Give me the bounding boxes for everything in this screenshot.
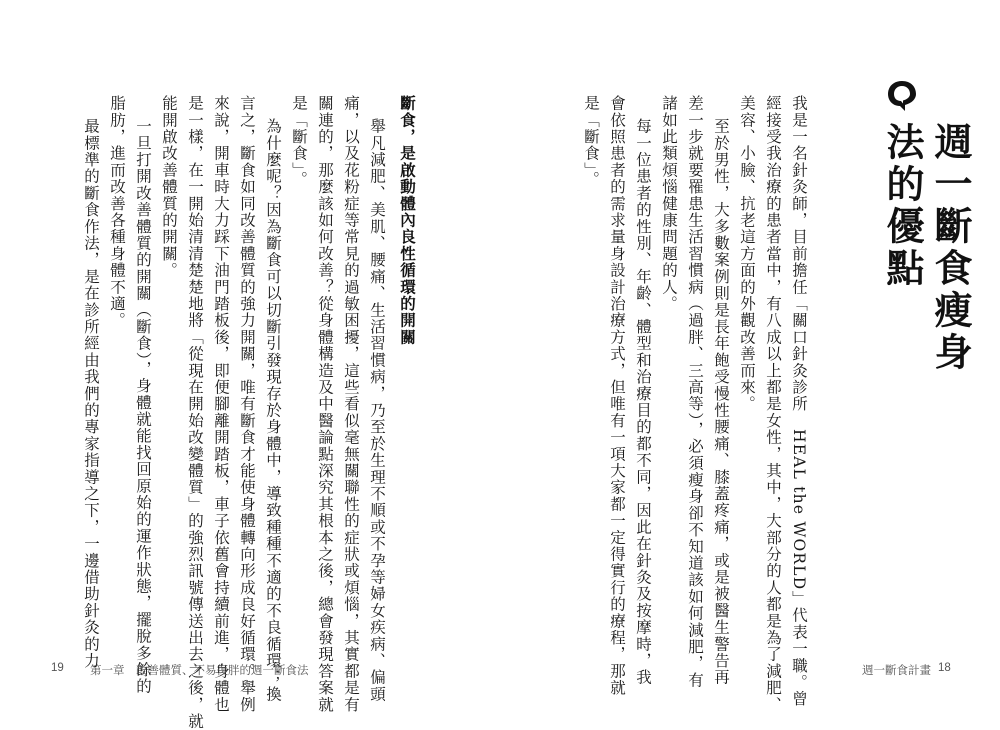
left-paragraph-line: 能開啟改善體質的開關。 xyxy=(160,95,178,279)
right-paragraph-line: 每一位患者的性別、年齡、體型和治療目的都不同，因此在針灸及按摩時，我 xyxy=(634,118,652,686)
chapter-title: 週一斷食瘦身法的優點 xyxy=(880,122,972,374)
speech-bubble-icon xyxy=(885,78,919,112)
right-paragraph-line: 會依照患者的需求量身設計治療方式，但唯有一項大家都一定得實行的療程，那就 xyxy=(608,95,626,697)
right-paragraph-line: 是「斷食」。 xyxy=(582,95,600,188)
left-paragraph-line: 最標準的斷食作法，是在診所經由我們的專家指導之下，一邊借助針灸的力 xyxy=(82,118,100,670)
running-footer-title: 週一斷食計畫 xyxy=(862,665,931,677)
running-footer-chapter: 第一章 改善體質、不易復胖的週一斷食法 xyxy=(90,665,309,677)
left-paragraph-line: 是「斷食」。 xyxy=(290,95,308,188)
left-paragraph-line: 是一樣，在一開始清清楚楚地將「從現在開始改變體質」的強烈訊號傳送出去之後，就 xyxy=(186,95,204,730)
left-paragraph-line: 脂肪，進而改善各種身體不適。 xyxy=(108,95,126,329)
left-paragraph-line: 痛，以及花粉症等常見的過敏困擾，這些看似毫無關聯性的症狀或煩惱，其實都是有 xyxy=(342,95,360,713)
right-paragraph-line: 經接受我治療的患者當中，有八成以上都是女性，其中，大部分的人都是為了減肥、 xyxy=(764,95,782,713)
right-paragraph-line: 差一步就要罹患生活習慣病（過胖、三高等），必須瘦身卻不知道該如何減肥，有 xyxy=(686,95,704,689)
chapter-title-block xyxy=(872,78,972,408)
page-number: 19 xyxy=(51,662,64,674)
left-paragraph-line: 言之，斷食如同改善體質的強力開關，唯有斷食才能使身體轉向形成良好循環。舉例 xyxy=(238,95,256,713)
left-paragraph-line: 一旦打開改善體質的開關（斷食），身體就能找回原始的運作狀態，擺脫多餘的 xyxy=(134,118,152,695)
right-paragraph-line: 諸如此類煩惱健康問題的人。 xyxy=(660,95,678,313)
right-paragraph-line: 我是一名針灸師，目前擔任「關口針灸診所 HEAL the WORLD」代表一職。曾 xyxy=(790,95,808,708)
right-paragraph-line: 美容、小臉、抗老這方面的外觀改善而來。 xyxy=(738,95,756,413)
section-heading: 斷食，是啟動體內良性循環的開關 xyxy=(398,95,416,346)
left-paragraph-line: 為什麼呢？因為斷食可以切斷引發現存於身體中，導致種種不適的不良循環；換 xyxy=(264,118,282,703)
left-paragraph-line: 關連的，那麼該如何改善？從身體構造及中醫論點深究其根本之後，總會發現答案就 xyxy=(316,95,334,713)
left-paragraph-line: 舉凡減肥、美肌、腰痛、生活習慣病，乃至於生理不順或不孕等婦女疾病、偏頭 xyxy=(368,118,386,703)
right-paragraph-line: 至於男性，大多數案例則是長年飽受慢性腰痛、膝蓋疼痛，或是被醫生警告再 xyxy=(712,118,730,686)
page-number: 18 xyxy=(938,662,951,674)
left-paragraph-line: 來說，開車時大力踩下油門踏板後，即便腳離開踏板，車子依舊會持續前進，身體也 xyxy=(212,95,230,713)
